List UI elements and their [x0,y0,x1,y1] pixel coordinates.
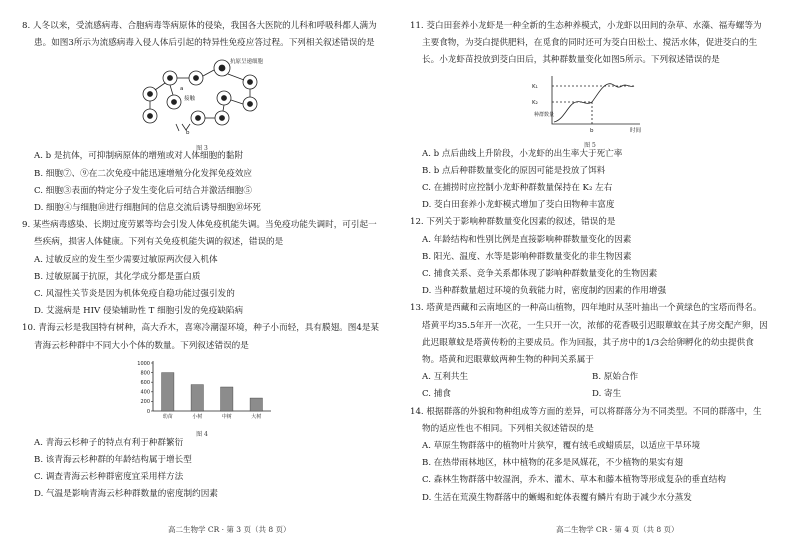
q13-option-c: C. 捕食 [422,389,451,400]
q11-option-c: C. 在捕捞时应控制小龙虾种群数量保持在 K₂ 左右 [422,183,613,194]
q11-option-d: D. 茭白田套养小龙虾模式增加了茭白田物种丰富度 [422,200,615,211]
fig5-b-label: b [590,127,594,134]
fig5-caption: 图 5 [584,141,596,149]
population-curve [530,72,650,134]
x-tick-label: 中树 [221,413,232,420]
fig4-caption: 图 4 [196,431,208,439]
q11-option-b: B. b 点后种群数量变化的原因可能是投放了饵料 [422,165,606,176]
q10-option-a: A. 青海云杉种子的特点有利于种群繁衍 [34,437,184,448]
q9-option-b: B. 过敏原属于抗原，其化学成分都是蛋白质 [34,271,201,282]
q10-stem: 10. 青海云杉是我国特有树种，高大乔木，喜寒冷潮湿环境，种子小而轻，具有膜翅。图4是某青海云杉种群中不同大小个体的数量。下列叙述错误的是 [22,323,380,351]
right-column [410,18,770,507]
figure-3 [122,54,282,152]
q9-option-a: A. 过敏反应的发生至少需要过敏原两次侵入机体 [34,254,218,265]
bar-2 [191,384,203,410]
immune-response-diagram [122,54,282,136]
q14-option-b: B. 在热带雨林地区，林中植物的花多是风媒花，不少植物的果实有翅 [422,458,683,469]
q10-option-c: C. 调查青海云杉种群密度宜采用样方法 [34,472,184,483]
q11-option-a: A. b 点后曲线上升阶段，小龙虾的出生率大于死亡率 [422,148,623,159]
fig3-label-contact: 接触 [184,96,196,103]
bar-1 [162,372,174,410]
x-tick-label: 小树 [192,413,203,420]
q12-option-d: D. 当种群数量超过环境的负载能力时，密度制约因素的作用增强 [422,286,667,297]
y-tick-label: 200 [140,399,150,406]
fig5-k2-label: K₂ [532,99,538,106]
y-tick-label: 800 [140,370,150,377]
x-tick-label: 大树 [251,413,262,420]
q14-option-a: A. 草原生物群落中的植物叶片狭窄，覆有绒毛或蜡质层，以适应干旱环境 [422,441,701,452]
x-tick-label: 幼苗 [162,413,173,420]
q9-option-c: C. 风湿性关节炎是因为机体免疫自稳功能过强引发的 [34,289,235,300]
figure-5 [530,72,650,149]
fig3-label-apc: 抗原呈递细胞 [230,59,264,66]
q13-stem: 13. 塔黄是西藏和云南地区的一种高山植物，四年地时从茎叶抽出一个黄绿色的宝塔而得名。塔黄平均35.5年开一次花，一生只开一次，浓郁的花香吸引迟眼蕈蚊在其子房交配产卵，因此迟眼蕈蚊是塔黄传粉的主要成员。作为回报，其子房中的1/3会给卵孵化的幼虫提供食物。塔黄和迟眼蕈蚊两种生物的种间关系属于 [410,303,768,366]
q12-option-b: B. 阳光、温度、水等是影响种群数量变化的非生物因素 [422,251,632,262]
fig3-caption: 图 3 [196,144,208,152]
q13-option-a: A. 互利共生 [422,372,469,383]
bar-3 [221,387,233,411]
fig5-ylabel: 种群数量 [534,111,555,118]
q8-option-d: D. 细胞④与细胞⑩进行细胞间的信息交流后诱导细胞⑩坏死 [34,203,261,214]
q13-option-b: B. 原始合作 [592,372,639,383]
footer-page-3: 高二生物学 CR · 第 3 页（共 8 页） [168,525,291,534]
q8-option-b: B. 细胞⑦、⑨在二次免疫中能迅速增殖分化发挥免疫效应 [34,168,253,179]
q13-option-d: D. 寄生 [592,389,622,400]
fig5-curve [554,83,634,121]
q12-option-c: C. 捕食关系、竞争关系都体现了影响种群数量变化的生物因素 [422,269,658,280]
q13-options-row-2 [410,386,770,403]
y-tick-label: 0 [146,408,150,415]
q9-stem: 9. 某些病毒感染、长期过度劳累等均会引发人体免疫机能失调。当免疫功能失调时，可引起一些疾病，损害人体健康。下列有关免疫机能失调的叙述，错误的是 [22,220,377,248]
y-tick-label: 400 [140,389,150,396]
left-column [22,18,382,504]
fig5-k1-label: K₁ [532,83,538,90]
footer-page-4: 高二生物学 CR · 第 4 页（共 8 页） [556,525,679,534]
fig5-xlabel: 时间 [630,127,642,134]
q14-option-d: D. 生活在荒漠生物群落中的蜥蜴和蛇体表覆有鳞片有助于减少水分蒸发 [422,492,692,503]
bar-chart [127,357,277,423]
q14-option-c: C. 森林生物群落中较湿润，乔木、灌木、草本和藤本植物等形成复杂的垂直结构 [422,475,726,486]
fig3-label-b: b [186,130,190,137]
fig3-label-a: a [180,86,184,93]
q8-option-c: C. 细胞③表面的特定分子发生变化后可结合并激活细胞⑤ [34,185,252,196]
fig5-axes [552,76,640,124]
q9-option-d: D. 艾滋病是 HIV 侵染辅助性 T 细胞引发的免疫缺陷病 [34,306,244,317]
q12-option-a: A. 年龄结构和性别比例是直接影响种群数量变化的因素 [422,234,632,245]
y-tick-label: 1000 [137,360,150,367]
y-tick-label: 600 [140,379,150,386]
q10-option-d: D. 气温是影响青海云杉种群数量的密度制约因素 [34,489,218,500]
q8-option-a: A. b 是抗体，可抑制病原体的增殖或对人体细胞的黏附 [34,151,243,162]
q10-option-b: B. 该青海云杉种群的年龄结构属于增长型 [34,455,192,466]
q12-stem: 12. 下列关于影响种群数量变化因素的叙述，错误的是 [410,217,616,228]
bar-4 [250,398,262,411]
figure-4 [127,357,277,439]
q8-stem: 8. 人冬以来，受流感病毒、合胞病毒等病原体的侵染，我国各大医院的儿科和呼吸科都人满为患。如图3所示为流感病毒入侵人体后引起的特异性免疫应答过程。下列相关叙述错误的是 [22,21,377,49]
q11-stem: 11. 茭白田套养小龙虾是一种全新的生态种养模式，小龙虾以田间的杂草、水藻、福寿螺等为主要食物，为茭白提供肥料，在觅食的同时还可为茭白田松土、搅活水体，促进茭白的生长。小龙虾苗投放到茭白田后，其种群数量变化如图5所示。下列叙述错误的是 [410,21,762,66]
q13-options-row-1 [410,369,770,386]
q14-stem: 14. 根据群落的外貌和物种组成等方面的差异，可以将群落分为不同类型。不同的群落中，生物的适应性也不相同。下列相关叙述错误的是 [410,406,762,434]
